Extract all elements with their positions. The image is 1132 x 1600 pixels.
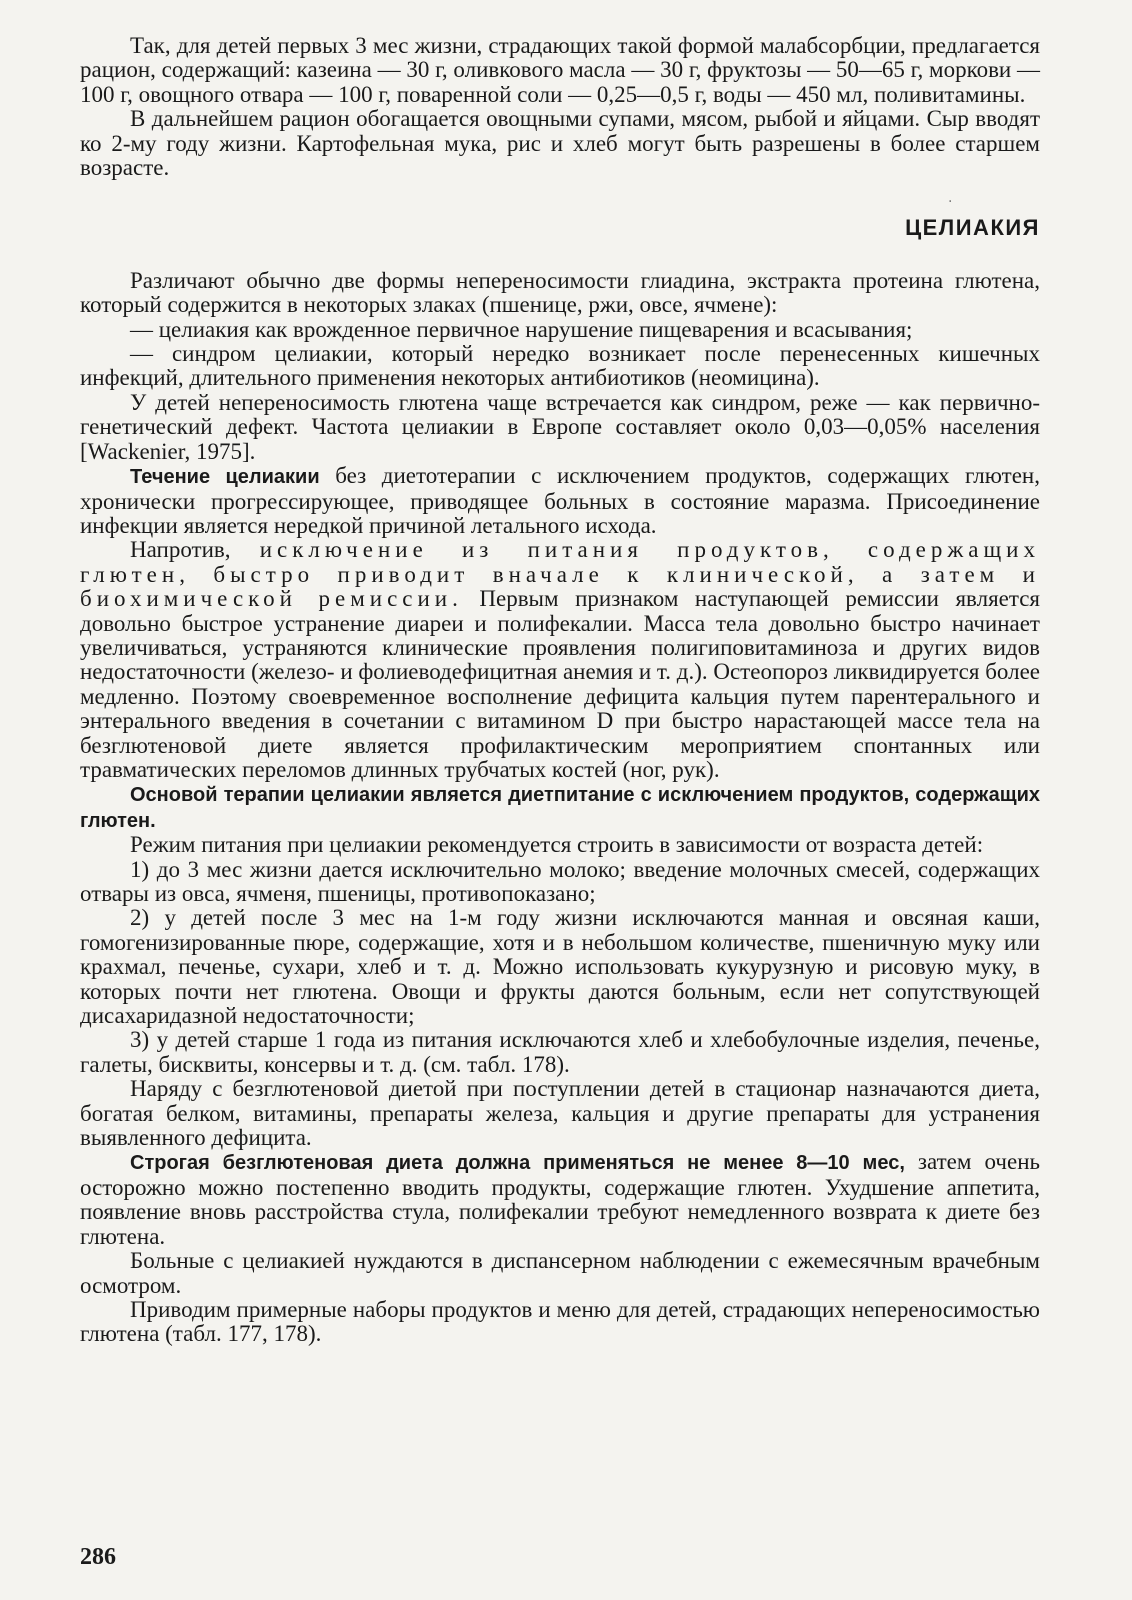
paragraph: Приводим примерные наборы продуктов и меню для детей, страдающих непереносимостью глютена (табл. 177, 178). (80, 1296, 1040, 1347)
paragraph-text: Напротив, (130, 537, 260, 563)
paragraph-text: без диетотерапии с исключением продуктов, содержащих глютен, хронически прогрессирующее, приводящее больных в состояние маразма. Присоединение инфекции является нередкой причиной летального исхода. (80, 463, 1040, 538)
bold-statement: Основой терапии целиакии является диетпитание с исключением продуктов, содержащих глютен. (80, 784, 1040, 832)
list-item: 3) у детей старше 1 года из питания исключаются хлеб и хлебобулочные изделия, печенье, галеты, бисквиты, консервы и т. д. (см. табл. 178). (80, 1027, 1040, 1077)
paragraph-text: затем очень осторожно можно постепенно вводить продукты, содержащие глютен. Ухудшение аппетита, появление вновь расстройства стула, полифекалии требуют немедленного возврата к диете без глютена. (80, 1149, 1040, 1249)
page-number: 286 (80, 1544, 116, 1570)
paragraph: В дальнейшем рацион обогащается овощными супами, мясом, рыбой и яйцами. Сыр вводят ко 2-му году жизни. Картофельная мука, рис и хлеб могут быть разрешены в более старшем возрасте. (80, 106, 1040, 181)
list-item: 1) до 3 мес жизни дается исключительно молоко; введение молочных смесей, содержащих отвары из овса, ячменя, пшеницы, противопоказано; (80, 856, 1040, 906)
paragraph (80, 538, 1040, 782)
paragraph (80, 464, 1040, 538)
paragraph (80, 782, 1040, 833)
list-item: — синдром целиакии, который нередко возникает после перенесенных кишечных инфекций, длительного применения некоторых антибиотиков (неомицина). (80, 341, 1040, 391)
paragraph: Больные с целиакией нуждаются в диспансерном наблюдении с ежемесячным врачебным осмотром. (80, 1248, 1040, 1298)
spaced-emphasis: исключение из питания продуктов, содержащих глютен, быстро приводит вначале к клинической, а затем и биохимической ремиссии. (80, 537, 1040, 612)
paragraph (80, 1150, 1040, 1249)
paragraph: Различают обычно две формы непереносимости глиадина, экстракта протеина глютена, который содержится в некоторых злаках (пшенице, ржи, овсе, ячмене): (80, 267, 1040, 318)
paragraph: Наряду с безглютеновой диетой при поступлении детей в стационар назначаются диета, богатая белком, витамины, препараты железа, кальция и другие препараты для устранения выявленного дефицита. (80, 1076, 1040, 1151)
list-item: 2) у детей после 3 мес на 1-м году жизни исключаются манная и овсяная каши, гомогенизированные пюре, содержащие, хотя и в небольшом количестве, пшеничную муку или крахмал, печенье, сухари, хлеб и т. д. Можно использовать кукурузную и рисовую муку, в которых почти нет глютена. Овощи и фрукты даются больным, если нет сопутствующей дисахаридазной недостаточности; (80, 905, 1040, 1029)
paragraph: Режим питания при целиакии рекомендуется строить в зависимости от возраста детей: (130, 832, 984, 858)
section-heading: ЦЕЛИАКИЯ (905, 215, 1040, 241)
page-body (80, 34, 1040, 1347)
paragraph: У детей непереносимость глютена чаще встречается как синдром, реже — как первично-генетический дефект. Частота целиакии в Европе составляет около 0,03—0,05% населения [Wackenier, 1975]. (80, 389, 1040, 464)
list-item: — целиакия как врожденное первичное нарушение пищеварения и всасывания; (130, 316, 913, 342)
bold-statement: Строгая безглютеновая диета должна применяться не менее 8—10 мес, (130, 1152, 905, 1175)
bold-term: Течение целиакии (130, 466, 320, 489)
scan-speck: · (948, 194, 953, 210)
paragraph: Так, для детей первых 3 мес жизни, страдающих такой формой малабсорбции, предлагается рацион, содержащий: казеина — 30 г, оливкового масла — 30 г, фруктозы — 50—65 г, моркови — 100 г, овощного отвара — 100 г, поваренной соли — 0,25—0,5 г, воды — 450 мл, поливитамины. (80, 33, 1040, 107)
paragraph-text: Первым признаком наступающей ремиссии является довольно быстрое устранение диареи и полифекалии. Масса тела довольно быстро начинает увеличиваться, устраняются клинические проявления полигиповитаминоза и других видов недостаточности (железо- и фолиеводефицитная анемия и т. д.). Остеопороз ликвидируется более медленно. Поэтому своевременное восполнение дефицита кальция путем парентерального и энтерального введения в сочетании с витамином D при быстро нарастающей массе тела на безглютеновой диете является профилактическим мероприятием спонтанных или травматических переломов длинных трубчатых костей (ног, рук). (80, 586, 1040, 782)
